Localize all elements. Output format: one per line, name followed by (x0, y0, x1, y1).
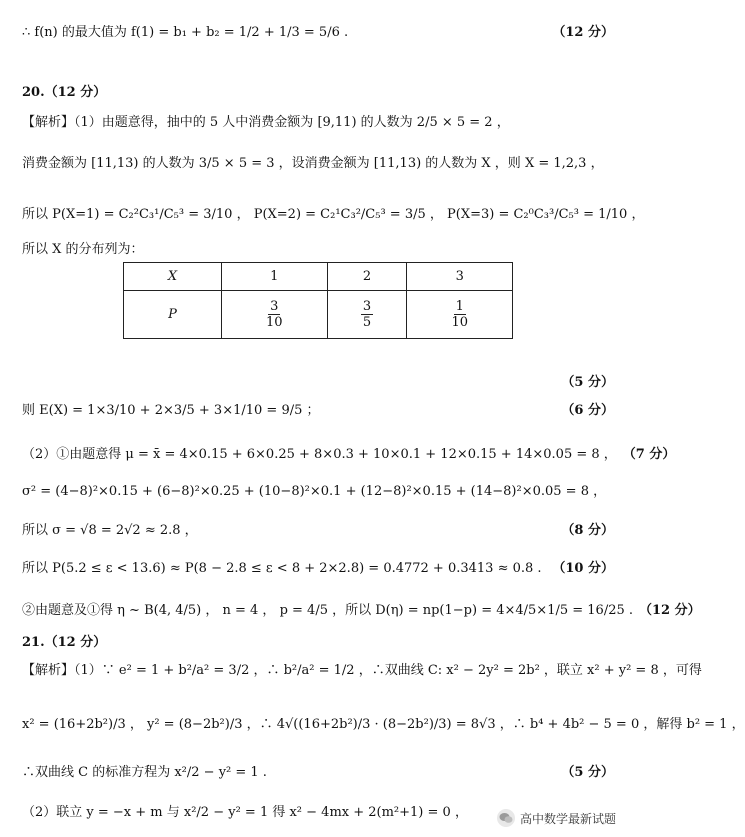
table-header-cell: 2 (327, 263, 407, 291)
line-8 (22, 390, 614, 426)
line-score: （7 分） (622, 446, 676, 462)
table-row (124, 291, 513, 339)
line-18 (22, 792, 476, 828)
line-text: ②由题意及①得 η ~ B(4, 4/5) ， n = 4 ， p = 4/5 ，所以 D(η) = np(1−p) = 4×4/5×1/5 = 16/25 . (22, 602, 634, 618)
table-header-cell: 3 (407, 263, 513, 291)
line-4 (22, 143, 614, 179)
wechat-icon (497, 809, 515, 827)
line-text: 所以 σ = √8 = 2√2 ≈ 2.8 ， (22, 522, 198, 538)
table-header-cell: X (124, 263, 222, 291)
table-cell (222, 291, 328, 339)
line-text: （2）联立 y = −x + m 与 x²/2 − y² = 1 得 x² − 4mx + 2(m²+1) = 0 ， (22, 804, 468, 820)
line-1 (22, 12, 614, 48)
watermark (497, 809, 616, 827)
fraction-numerator: 1 (455, 299, 464, 314)
table-row-label: P (124, 291, 222, 339)
table-header-row (124, 263, 513, 291)
line-score: （5 分） (561, 764, 614, 780)
line-text: 20.（12 分） (22, 84, 107, 100)
line-text: 【解析】（1）∵ e² = 1 + b²/a² = 3/2 ，∴ b²/a² = 1/2 ，∴双曲线 C: x² − 2y² = 2b² ，联立 x² + y² = 8 ，可得 (22, 662, 702, 678)
table-cell (407, 291, 513, 339)
line-text: 所以 P(5.2 ≤ ε < 13.6) ≈ P(8 − 2.8 ≤ ε < 8 + 2×2.8) = 0.4772 + 0.3413 ≈ 0.8 . (22, 560, 542, 576)
fraction (451, 299, 468, 330)
line-score: （10 分） (552, 560, 614, 576)
watermark-text: 高中数学最新试题 (519, 811, 616, 826)
line-text: 21.（12 分） (22, 634, 107, 650)
line-6 (22, 229, 614, 265)
line-16 (22, 704, 745, 740)
distribution-table (123, 262, 513, 339)
fraction (361, 299, 373, 330)
table-header-cell: 1 (222, 263, 328, 291)
line-score: （12 分） (552, 24, 614, 40)
line-text: 则 E(X) = 1×3/10 + 2×3/5 + 3×1/10 = 9/5 ； (22, 402, 320, 418)
fraction-denominator: 5 (362, 315, 372, 330)
fraction-denominator: 10 (451, 315, 468, 330)
line-11 (22, 510, 614, 546)
line-17 (22, 752, 614, 788)
line-10 (22, 471, 614, 507)
line-9 (22, 434, 676, 470)
fraction-numerator: 3 (362, 299, 372, 314)
line-13 (22, 590, 701, 626)
line-text: σ² = (4−8)²×0.15 + (6−8)²×0.25 + (10−8)²×0.1 + (12−8)²×0.15 + (14−8)²×0.05 = 8 ， (22, 483, 607, 499)
fraction-numerator: 3 (270, 299, 279, 314)
table-cell (327, 291, 407, 339)
line-text: ∴ f(n) 的最大值为 f(1) = b₁ + b₂ = 1/2 + 1/3 = 5/6 . (22, 24, 349, 40)
line-text: 消费金额为 [11,13) 的人数为 3/5 × 5 = 3 ，设消费金额为 [11,13) 的人数为 X ，则 X = 1,2,3 ， (22, 155, 604, 171)
fraction (266, 299, 283, 330)
line-3 (22, 102, 614, 138)
line-text: x² = (16+2b²)/3 ， y² = (8−2b²)/3 ，∴ 4√((16+2b²)/3 · (8−2b²)/3) = 8√3 ，∴ b⁴ + 4b² − 5 = 0 ，解得 b² = 1 ， (22, 716, 745, 732)
fraction-denominator: 10 (266, 315, 283, 330)
line-text: （2）①由题意得 μ = x̄ = 4×0.15 + 6×0.25 + 8×0.3 + 10×0.1 + 12×0.15 + 14×0.05 = 8 ， (22, 446, 617, 462)
line-text: ∴双曲线 C 的标准方程为 x²/2 − y² = 1 . (22, 764, 267, 780)
line-score: （8 分） (561, 522, 614, 538)
line-text: 【解析】（1）由题意得，抽中的 5 人中消费金额为 [9,11) 的人数为 2/5 × 5 = 2 ， (22, 114, 510, 130)
line-5 (22, 194, 645, 230)
line-text: 所以 X 的分布列为： (22, 241, 144, 257)
line-text: 所以 P(X=1) = C₂²C₃¹/C₅³ = 3/10 ， P(X=2) = C₂¹C₃²/C₅³ = 3/5 ， P(X=3) = C₂⁰C₃³/C₅³ = 1/10 ， (22, 206, 645, 222)
line-score: （6 分） (561, 402, 614, 418)
line-15 (22, 650, 702, 686)
line-12 (22, 548, 614, 584)
line-score: （5 分） (561, 374, 614, 390)
line-score: （12 分） (639, 602, 701, 618)
